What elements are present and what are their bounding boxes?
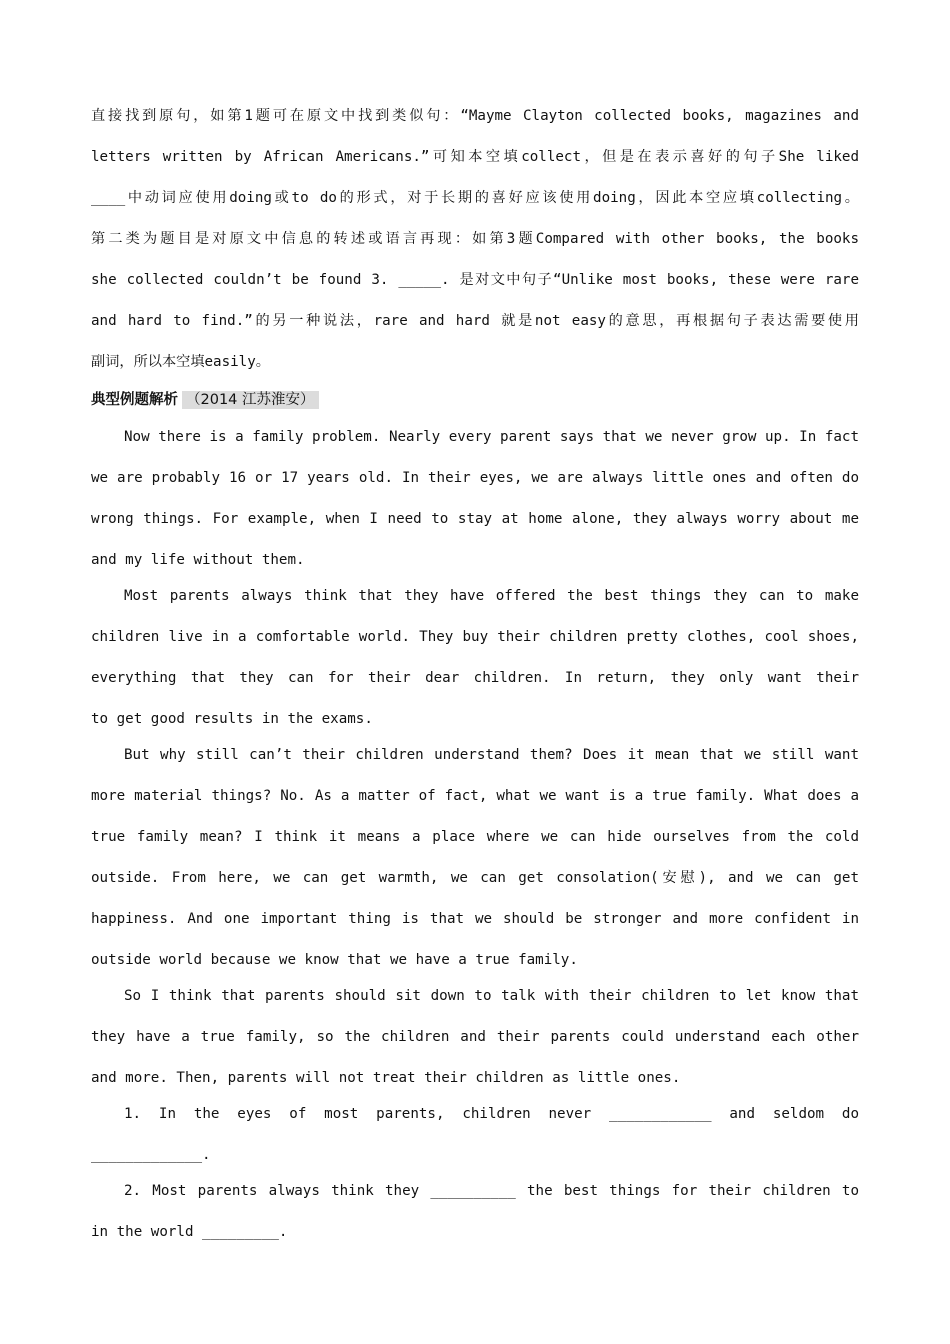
intro-line: ____中动词应使用doing或to do的形式，对于长期的喜好应该使用doing，因此本空应填collecting。: [91, 190, 859, 206]
passage-paragraph: [91, 976, 859, 1099]
passage-line: wrong things. For example, when I need to stay at home alone, they always worry about me: [91, 511, 859, 527]
passage-line: Now there is a family problem. Nearly every parent says that we never grow up. In fact: [124, 429, 859, 445]
intro-section: [91, 96, 859, 383]
heading-title: 典型例题解析: [91, 392, 178, 408]
questions: [91, 1094, 859, 1253]
intro-line: and hard to find.”的另一种说法，rare and hard 就是not easy的意思，再根据句子表达需要使用: [91, 313, 859, 329]
intro-line: 副词，所以本空填easily。: [91, 354, 270, 370]
passage-line: we are probably 16 or 17 years old. In their eyes, we are always little ones and often do: [91, 470, 859, 486]
passage-paragraph: [91, 576, 859, 740]
passage-line: Most parents always think that they have offered the best things they can to make: [124, 588, 859, 604]
intro-line: 第二类为题目是对原文中信息的转述或语言再现：如第3题Compared with other books, the books: [91, 231, 859, 247]
passage-line: everything that they can for their dear children. In return, they only want their: [91, 670, 859, 686]
question-item: [91, 1094, 859, 1176]
question-line: _____________.: [91, 1147, 211, 1163]
section-heading: [91, 385, 859, 415]
passage-line: outside. From here, we can get warmth, we can get consolation(安慰), and we can get: [91, 870, 859, 886]
heading-source-tag: （2014 江苏淮安）: [182, 391, 319, 409]
passage-line: and more. Then, parents will not treat their children as little ones.: [91, 1070, 681, 1086]
passage-line: children live in a comfortable world. They buy their children pretty clothes, cool shoes,: [91, 629, 859, 645]
passage-line: more material things? No. As a matter of fact, what we want is a true family. What does a: [91, 788, 859, 804]
passage-line: they have a true family, so the children and their parents could understand each other: [91, 1029, 859, 1045]
question-line: 1. In the eyes of most parents, children never ____________ and seldom do: [124, 1106, 859, 1122]
question-line: 2. Most parents always think they __________ the best things for their children to: [124, 1183, 859, 1199]
passage: [91, 417, 859, 1099]
passage-line: to get good results in the exams.: [91, 711, 373, 727]
intro-line: she collected couldn’t be found 3. _____. 是对文中句子“Unlike most books, these were rare: [91, 272, 859, 288]
document-page: [91, 96, 859, 1253]
passage-line: true family mean? I think it means a place where we can hide ourselves from the cold: [91, 829, 859, 845]
question-line: in the world _________.: [91, 1224, 288, 1240]
intro-line: letters written by African Americans.”可知本空填collect，但是在表示喜好的句子She liked: [91, 149, 859, 165]
passage-line: But why still can’t their children understand them? Does it mean that we still want: [124, 747, 859, 763]
passage-line: outside world because we know that we have a true family.: [91, 952, 578, 968]
question-item: [91, 1171, 859, 1253]
passage-line: happiness. And one important thing is that we should be stronger and more confident in: [91, 911, 859, 927]
intro-line: 直接找到原句，如第1题可在原文中找到类似句：“Mayme Clayton collected books, magazines and: [91, 108, 859, 124]
passage-line: and my life without them.: [91, 552, 305, 568]
passage-paragraph: [91, 417, 859, 581]
passage-paragraph: [91, 735, 859, 981]
passage-line: So I think that parents should sit down to talk with their children to let know that: [124, 988, 859, 1004]
